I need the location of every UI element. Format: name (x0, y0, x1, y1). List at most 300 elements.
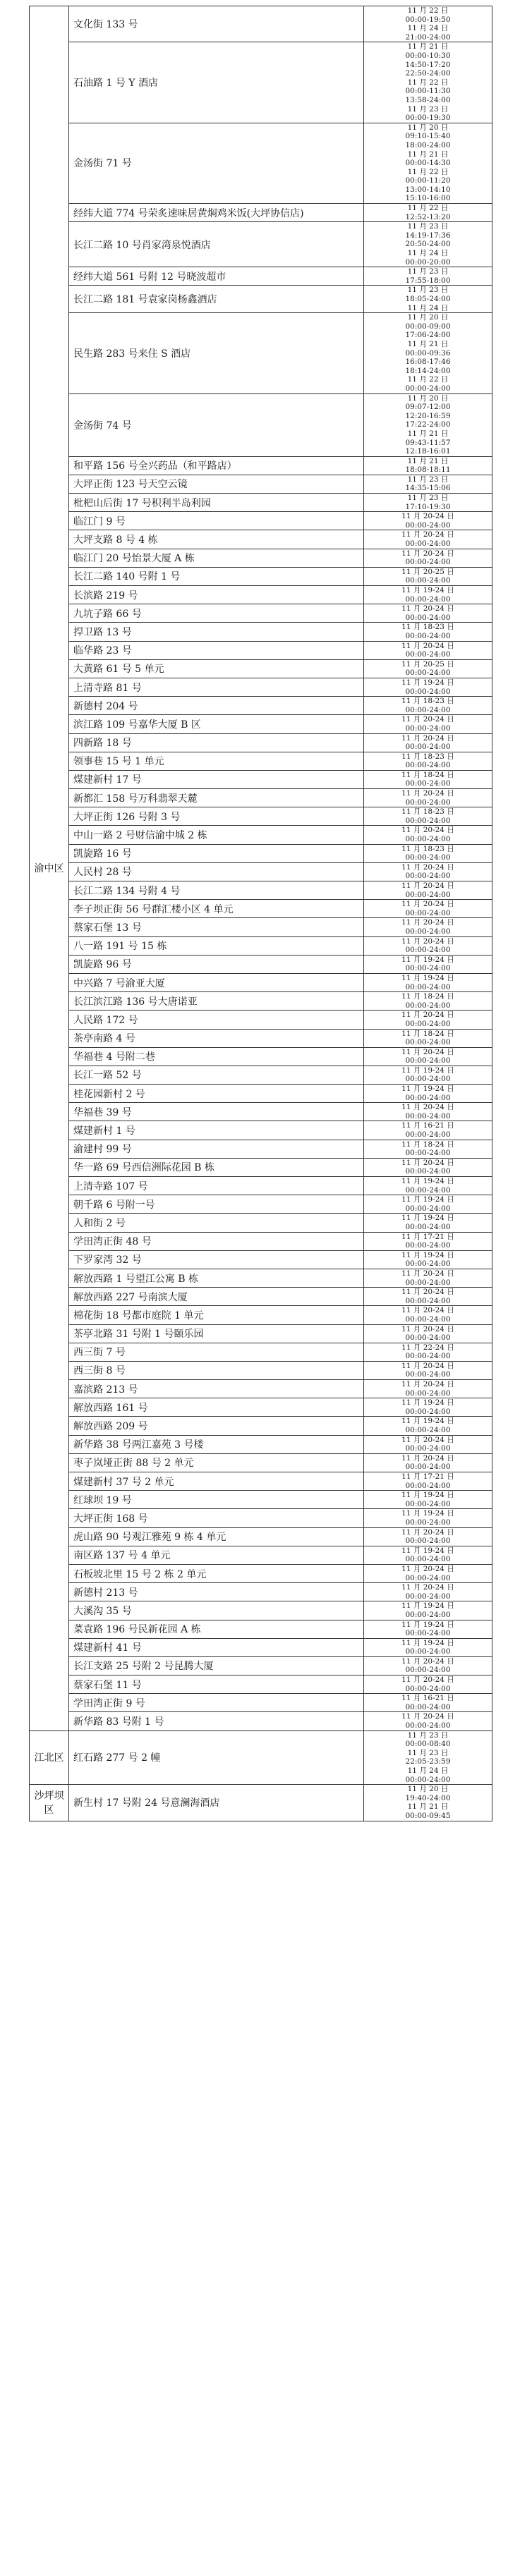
time-line: 18:08-18:11 (405, 465, 451, 475)
address-cell: 华福巷 4 号附二巷 (69, 1047, 364, 1066)
table-row (30, 1472, 492, 1491)
time-cell (364, 1047, 492, 1066)
time-line: 00:00-24:00 (405, 1149, 451, 1158)
address-cell: 枇杷山后街 17 号积利半岛利园 (69, 494, 364, 512)
time-line: 11 月 22 日 (407, 204, 449, 213)
time-line: 11 月 20-24 日 (401, 1583, 454, 1592)
address-cell: 解放西路 1 号望江公寓 B 栋 (69, 1269, 364, 1287)
time-cell (364, 678, 492, 696)
time-cell (364, 1785, 492, 1821)
address-cell: 大溪沟 35 号 (69, 1601, 364, 1620)
table-row (30, 1011, 492, 1029)
time-line: 00:00-11:20 (405, 176, 451, 185)
time-line: 00:00-24:00 (405, 1499, 451, 1508)
time-cell (364, 1601, 492, 1620)
time-line: 00:00-24:00 (405, 1167, 451, 1176)
address-cell: 人民村 28 号 (69, 862, 364, 881)
time-cell (364, 1472, 492, 1491)
time-cell (364, 862, 492, 881)
time-cell (364, 1085, 492, 1103)
time-line: 00:00-09:00 (405, 322, 451, 331)
table-row (30, 549, 492, 567)
table-row (30, 936, 492, 955)
table-row (30, 586, 492, 604)
table-row (30, 1121, 492, 1140)
time-cell (364, 973, 492, 991)
time-cell (364, 456, 492, 475)
address-cell: 八一路 191 号 15 栋 (69, 936, 364, 955)
time-cell (364, 1417, 492, 1435)
table-row (30, 1712, 492, 1730)
address-cell: 新都汇 158 号万科翡翠天麓 (69, 789, 364, 807)
time-line: 11 月 19-24 日 (401, 1066, 454, 1075)
time-line: 11 月 22 日 (407, 6, 449, 15)
time-line: 00:00-24:00 (405, 946, 451, 955)
address-cell: 和平路 156 号全兴药品（和平路店） (69, 456, 364, 475)
district-cell: 渝中区 (30, 6, 69, 1731)
time-cell (364, 1177, 492, 1195)
table-row (30, 1269, 492, 1287)
locations-table (29, 6, 492, 1821)
time-cell (364, 1398, 492, 1417)
address-cell: 下罗家湾 32 号 (69, 1250, 364, 1269)
time-line: 11 月 20-24 日 (401, 1158, 454, 1167)
table-row (30, 1601, 492, 1620)
address-cell: 捍卫路 13 号 (69, 623, 364, 641)
time-line: 00:00-24:00 (405, 539, 451, 549)
table-row (30, 1583, 492, 1601)
time-line: 00:00-24:00 (405, 1296, 451, 1305)
time-line: 11 月 19-24 日 (401, 678, 454, 687)
time-line: 00:00-24:00 (405, 669, 451, 678)
time-line: 11 月 18-24 日 (401, 1029, 454, 1038)
time-line: 11 月 20-24 日 (401, 1656, 454, 1666)
time-cell (364, 586, 492, 604)
address-cell: 新德村 204 号 (69, 697, 364, 715)
time-line: 11 月 20-24 日 (401, 1306, 454, 1315)
time-cell (364, 1509, 492, 1527)
address-cell: 上清寺路 107 号 (69, 1177, 364, 1195)
table-row (30, 1730, 492, 1785)
time-cell (364, 955, 492, 973)
address-cell: 红球坝 19 号 (69, 1491, 364, 1509)
time-cell (364, 42, 492, 123)
time-line: 20:50-24:00 (405, 240, 451, 249)
time-cell (364, 1232, 492, 1250)
time-line: 11 月 19-24 日 (401, 973, 454, 982)
time-line: 11 月 20 日 (407, 123, 449, 132)
time-line: 00:00-19:30 (405, 114, 451, 123)
address-cell: 人民路 172 号 (69, 1011, 364, 1029)
address-cell: 长江滨江路 136 号大唐诺亚 (69, 992, 364, 1011)
time-line: 11 月 20-24 日 (401, 1103, 454, 1112)
time-line: 11 月 20-24 日 (401, 1564, 454, 1573)
table-row (30, 1398, 492, 1417)
address-cell: 临华路 23 号 (69, 641, 364, 659)
time-line: 11 月 20-24 日 (401, 862, 454, 872)
time-line: 11 月 23 日 (407, 475, 449, 484)
time-line: 09:10-15:40 (405, 132, 451, 141)
time-line: 00:00-09:45 (405, 1811, 451, 1820)
address-cell: 长江支路 25 号附 2 号昆腾大厦 (69, 1656, 364, 1675)
time-cell (364, 1583, 492, 1601)
table-row (30, 1288, 492, 1306)
time-line: 00:00-24:00 (405, 1463, 451, 1472)
address-cell: 茶亭北路 31 号附 1 号颐乐园 (69, 1324, 364, 1343)
table-row (30, 844, 492, 862)
locations-table-body (30, 6, 492, 1821)
time-line: 11 月 20-24 日 (401, 733, 454, 743)
time-cell (364, 1638, 492, 1656)
address-cell: 经纬大道 774 号荣炙速味居黄焖鸡米饭(大坪协信店) (69, 204, 364, 222)
time-line: 00:00-19:50 (405, 15, 451, 24)
time-line: 11 月 20-24 日 (401, 549, 454, 558)
time-line: 14:35-15:06 (405, 484, 451, 493)
table-row (30, 1158, 492, 1176)
time-cell (364, 1066, 492, 1084)
address-cell: 朝千路 6 号附一号 (69, 1195, 364, 1214)
time-line: 00:00-24:00 (405, 1775, 451, 1784)
time-line: 00:00-24:00 (405, 631, 451, 640)
address-cell: 四新路 18 号 (69, 733, 364, 752)
time-line: 00:00-24:00 (405, 798, 451, 807)
table-row (30, 1214, 492, 1232)
time-cell (364, 530, 492, 549)
time-cell (364, 1158, 492, 1176)
table-row (30, 1029, 492, 1047)
address-cell: 滨江路 109 号嘉华大厦 B 区 (69, 715, 364, 733)
address-cell: 学田湾正街 9 号 (69, 1694, 364, 1712)
time-line: 00:00-24:00 (405, 1056, 451, 1066)
table-row (30, 1435, 492, 1453)
time-cell (364, 313, 492, 393)
table-row (30, 604, 492, 623)
time-line: 11 月 19-24 日 (401, 1546, 454, 1555)
time-line: 11 月 20-24 日 (401, 900, 454, 909)
time-line: 00:00-24:00 (405, 1426, 451, 1435)
time-line: 17:06-24:00 (405, 331, 451, 340)
time-cell (364, 1121, 492, 1140)
time-line: 00:00-24:00 (405, 1444, 451, 1453)
address-cell: 中山一路 2 号财信渝中城 2 栋 (69, 826, 364, 844)
time-line: 11 月 20 日 (407, 1785, 449, 1794)
address-cell: 民生路 283 号来住 S 酒店 (69, 313, 364, 393)
time-line: 00:00-24:00 (405, 1352, 451, 1361)
table-row (30, 752, 492, 770)
address-cell: 煤建新村 41 号 (69, 1638, 364, 1656)
time-line: 11 月 18-24 日 (401, 770, 454, 779)
time-cell (364, 604, 492, 623)
time-line: 11 月 19-24 日 (401, 1085, 454, 1094)
table-row (30, 1085, 492, 1103)
time-line: 00:00-24:00 (405, 1684, 451, 1693)
address-cell: 长江二路 140 号附 1 号 (69, 567, 364, 585)
time-cell (364, 752, 492, 770)
time-line: 11 月 24 日 (407, 249, 449, 258)
table-row (30, 42, 492, 123)
table-row (30, 1324, 492, 1343)
time-line: 00:00-24:00 (405, 1610, 451, 1619)
time-line: 00:00-09:36 (405, 348, 451, 358)
time-line: 11 月 19-24 日 (401, 1214, 454, 1223)
time-line: 11 月 16-21 日 (401, 1121, 454, 1130)
time-line: 00:00-24:00 (405, 982, 451, 991)
address-cell: 新德村 213 号 (69, 1583, 364, 1601)
time-line: 18:00-24:00 (405, 140, 451, 149)
table-row (30, 1564, 492, 1582)
time-line: 11 月 20-24 日 (401, 1047, 454, 1056)
address-cell: 南区路 137 号 4 单元 (69, 1546, 364, 1564)
time-line: 00:00-24:00 (405, 384, 451, 393)
time-line: 11 月 20-24 日 (401, 1288, 454, 1297)
table-row (30, 641, 492, 659)
time-line: 11 月 19-24 日 (401, 1601, 454, 1611)
time-cell (364, 1453, 492, 1472)
time-line: 00:00-10:30 (405, 51, 451, 60)
time-line: 11 月 22 日 (407, 78, 449, 87)
time-line: 11 月 20 日 (407, 393, 449, 403)
time-line: 11 月 24 日 (407, 303, 449, 312)
table-row (30, 286, 492, 313)
address-cell: 金汤街 71 号 (69, 123, 364, 203)
time-line: 11 月 20-24 日 (401, 1712, 454, 1721)
time-cell (364, 807, 492, 826)
table-row (30, 1306, 492, 1324)
time-line: 11 月 23 日 (407, 1748, 449, 1757)
time-line: 00:00-24:00 (405, 650, 451, 659)
time-line: 11 月 20 日 (407, 313, 449, 322)
address-cell: 长江一路 52 号 (69, 1066, 364, 1084)
time-line: 00:00-24:00 (405, 835, 451, 844)
table-row (30, 1509, 492, 1527)
time-line: 00:00-24:00 (405, 1666, 451, 1675)
time-cell (364, 1011, 492, 1029)
time-cell (364, 475, 492, 493)
address-cell: 煤建新村 17 号 (69, 770, 364, 788)
time-line: 00:00-24:00 (405, 1388, 451, 1398)
time-line: 00:00-24:00 (405, 1093, 451, 1102)
time-line: 11 月 18-24 日 (401, 992, 454, 1001)
time-line: 11 月 20-24 日 (401, 715, 454, 724)
time-line: 00:00-14:30 (405, 159, 451, 168)
time-line: 11 月 18-23 日 (401, 807, 454, 817)
address-cell: 茶亭南路 4 号 (69, 1029, 364, 1047)
time-line: 00:00-24:00 (405, 1204, 451, 1213)
time-line: 16:08-17:46 (405, 358, 451, 367)
address-cell: 中兴路 7 号渝亚大厦 (69, 973, 364, 991)
table-row (30, 1785, 492, 1821)
time-cell (364, 918, 492, 936)
time-cell (364, 697, 492, 715)
address-cell: 人和街 2 号 (69, 1214, 364, 1232)
time-line: 11 月 20-24 日 (401, 789, 454, 798)
address-cell: 上清寺路 81 号 (69, 678, 364, 696)
time-line: 00:00-24:00 (405, 594, 451, 604)
table-row (30, 1047, 492, 1066)
time-line: 00:00-24:00 (405, 927, 451, 936)
time-cell (364, 1103, 492, 1121)
time-line: 11 月 19-24 日 (401, 1250, 454, 1259)
time-line: 00:00-24:00 (405, 1259, 451, 1269)
time-line: 00:00-24:00 (405, 761, 451, 770)
time-line: 11 月 19-24 日 (401, 1177, 454, 1185)
time-line: 00:00-24:00 (405, 558, 451, 567)
table-row (30, 770, 492, 788)
time-cell (364, 567, 492, 585)
table-row (30, 222, 492, 267)
time-cell (364, 1140, 492, 1158)
time-line: 12:52-13:20 (405, 212, 451, 221)
time-line: 00:00-24:00 (405, 576, 451, 585)
time-cell (364, 641, 492, 659)
address-cell: 解放西路 209 号 (69, 1417, 364, 1435)
time-line: 11 月 20-24 日 (401, 1324, 454, 1333)
address-cell: 新华路 38 号两江嘉苑 3 号楼 (69, 1435, 364, 1453)
time-line: 11 月 19-24 日 (401, 1620, 454, 1629)
address-cell: 菜袁路 196 号民新花园 A 栋 (69, 1620, 364, 1638)
time-line: 00:00-24:00 (405, 1573, 451, 1582)
time-cell (364, 1195, 492, 1214)
time-line: 11 月 19-24 日 (401, 586, 454, 594)
time-line: 11 月 21 日 (407, 149, 449, 159)
table-row (30, 918, 492, 936)
time-line: 09:07-12:00 (405, 403, 451, 412)
time-line: 11 月 22-24 日 (401, 1343, 454, 1352)
table-row (30, 715, 492, 733)
time-line: 00:00-24:00 (405, 1702, 451, 1711)
address-cell: 领事巷 15 号 1 单元 (69, 752, 364, 770)
table-row (30, 900, 492, 918)
address-cell: 大坪支路 8 号 4 栋 (69, 530, 364, 549)
time-line: 00:00-24:00 (405, 1333, 451, 1343)
time-line: 11 月 24 日 (407, 24, 449, 33)
time-cell (364, 1380, 492, 1398)
time-line: 11 月 23 日 (407, 1730, 449, 1740)
table-row (30, 955, 492, 973)
time-line: 00:00-24:00 (405, 1481, 451, 1490)
table-row (30, 1656, 492, 1675)
time-line: 11 月 18-24 日 (401, 1140, 454, 1149)
time-cell (364, 1435, 492, 1453)
time-line: 18:14-24:00 (405, 366, 451, 375)
time-line: 11 月 20-25 日 (401, 567, 454, 576)
time-line: 00:00-24:00 (405, 1001, 451, 1010)
table-row (30, 512, 492, 530)
time-cell (364, 659, 492, 678)
time-line: 00:00-24:00 (405, 1721, 451, 1730)
time-cell (364, 222, 492, 267)
time-line: 21:00-24:00 (405, 32, 451, 42)
table-row (30, 623, 492, 641)
address-cell: 新生村 17 号附 24 号意澜海酒店 (69, 1785, 364, 1821)
time-line: 00:00-24:00 (405, 1075, 451, 1084)
address-cell: 煤建新村 1 号 (69, 1121, 364, 1140)
time-cell (364, 936, 492, 955)
address-cell: 红石路 277 号 2 幢 (69, 1730, 364, 1785)
time-line: 00:00-24:00 (405, 1592, 451, 1601)
time-line: 11 月 18-23 日 (401, 844, 454, 853)
address-cell: 枣子岚垭正街 88 号 2 单元 (69, 1453, 364, 1472)
time-line: 11 月 22 日 (407, 167, 449, 176)
time-line: 11 月 20-24 日 (401, 1453, 454, 1463)
time-line: 11 月 20-25 日 (401, 659, 454, 669)
address-cell: 蔡家石堡 13 号 (69, 918, 364, 936)
time-cell (364, 1306, 492, 1324)
address-cell: 华福巷 39 号 (69, 1103, 364, 1121)
table-row (30, 1177, 492, 1195)
table-row (30, 1491, 492, 1509)
time-cell (364, 393, 492, 456)
time-line: 11 月 19-24 日 (401, 1491, 454, 1500)
table-row (30, 1694, 492, 1712)
address-cell: 学田湾正街 48 号 (69, 1232, 364, 1250)
time-line: 11 月 16-21 日 (401, 1694, 454, 1703)
address-cell: 嘉滨路 213 号 (69, 1380, 364, 1398)
time-line: 11 月 20-24 日 (401, 918, 454, 927)
time-cell (364, 1269, 492, 1287)
time-line: 18:05-24:00 (405, 295, 451, 303)
time-cell (364, 1029, 492, 1047)
address-cell: 解放西路 227 号南滨大厦 (69, 1288, 364, 1306)
time-cell (364, 1675, 492, 1694)
time-line: 13:58-24:00 (405, 95, 451, 104)
time-cell (364, 1730, 492, 1785)
address-cell: 渝建村 99 号 (69, 1140, 364, 1158)
address-cell: 华一路 69 号西信洲际花园 B 栋 (69, 1158, 364, 1176)
time-line: 11 月 18-23 日 (401, 752, 454, 761)
time-cell (364, 1527, 492, 1546)
address-cell: 新华路 83 号附 1 号 (69, 1712, 364, 1730)
time-line: 00:00-24:00 (405, 1038, 451, 1047)
table-row (30, 1066, 492, 1084)
table-row (30, 1250, 492, 1269)
table-row (30, 1103, 492, 1121)
time-cell (364, 770, 492, 788)
table-row (30, 475, 492, 493)
address-cell: 大坪正街 126 号附 3 号 (69, 807, 364, 826)
table-row (30, 1380, 492, 1398)
time-cell (364, 549, 492, 567)
address-cell: 经纬大道 561 号附 12 号晓波超市 (69, 267, 364, 286)
time-line: 00:00-24:00 (405, 1111, 451, 1121)
time-line: 00:00-24:00 (405, 520, 451, 530)
table-row (30, 6, 492, 42)
address-cell: 临江门 9 号 (69, 512, 364, 530)
time-line: 00:00-24:00 (405, 816, 451, 825)
time-line: 00:00-24:00 (405, 1647, 451, 1656)
time-line: 11 月 18-23 日 (401, 697, 454, 706)
table-row (30, 1343, 492, 1361)
address-cell: 凯旋路 16 号 (69, 844, 364, 862)
time-line: 11 月 20-24 日 (401, 1675, 454, 1685)
time-line: 11 月 21 日 (407, 42, 449, 51)
time-line: 11 月 21 日 (407, 456, 449, 465)
time-cell (364, 204, 492, 222)
table-row (30, 567, 492, 585)
time-cell (364, 844, 492, 862)
time-line: 11 月 19-24 日 (401, 1398, 454, 1408)
time-cell (364, 900, 492, 918)
time-cell (364, 992, 492, 1011)
time-cell (364, 1343, 492, 1361)
time-cell (364, 623, 492, 641)
time-line: 00:00-24:00 (405, 613, 451, 622)
time-line: 11 月 19-24 日 (401, 1638, 454, 1647)
time-line: 09:43-11:57 (405, 438, 451, 447)
table-row (30, 204, 492, 222)
time-line: 00:00-24:00 (405, 743, 451, 752)
time-line: 00:00-24:00 (405, 1629, 451, 1638)
